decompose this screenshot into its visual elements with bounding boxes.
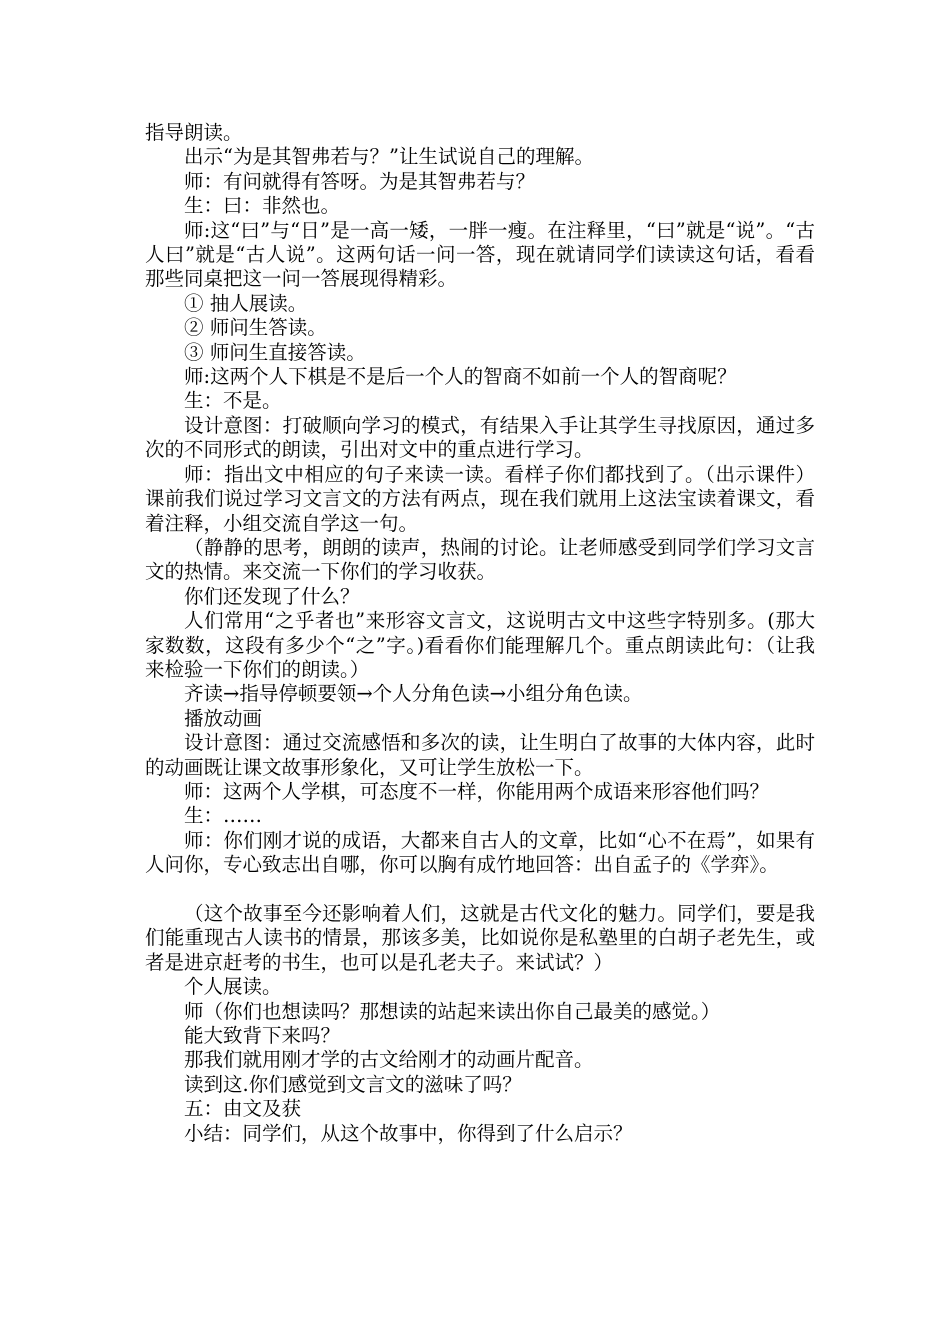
paragraph: 师:这两个人下棋是不是后一个人的智商不如前一个人的智商呢？ — [184, 365, 737, 389]
paragraph: 师：你们刚才说的成语，大都来自古人的文章，比如“心不在焉”，如果有人问你，专心致志出自哪，你可以胸有成竹地回答：出自孟子的《学弈》。 — [145, 828, 815, 877]
paragraph: 生：不是。 — [184, 389, 282, 413]
paragraph: 指导朗读。 — [145, 121, 243, 144]
paragraph: ① 抽人展读。 — [184, 291, 308, 315]
paragraph: 小结：同学们，从这个故事中，你得到了什么启示？ — [184, 1121, 633, 1145]
paragraph: 那我们就用刚才学的古文给刚才的动画片配音。 — [184, 1048, 594, 1072]
paragraph: 师（你们也想读吗？那想读的站起来读出你自己最美的感觉。） — [184, 999, 721, 1023]
paragraph: （这个故事至今还影响着人们，这就是古代文化的魅力。同学们，要是我们能重现古人读书的情景，那该多美，比如说你是私塾里的白胡子老先生，或者是进京赶考的书生，也可以是孔老夫子。来试试？） — [145, 901, 815, 974]
paragraph: 齐读→指导停顿要领→个人分角色读→小组分角色读。 — [184, 682, 643, 706]
paragraph: 人们常用“之乎者也”来形容文言文，这说明古文中这些字特别多。(那大家数数，这段有多少个“之”字。)看看你们能理解几个。重点朗读此句：（让我来检验一下你们的朗读。） — [145, 609, 815, 681]
paragraph: 读到这.你们感觉到文言文的滋味了吗？ — [184, 1072, 522, 1096]
paragraph: 出示“为是其智弗若与？”让生试说自己的理解。 — [184, 145, 594, 169]
paragraph: 师:这“曰”与“日”是一高一矮，一胖一瘦。在注释里，“曰”就是“说”。“古人曰”就是“古人说”。这两句话一问一答，现在就请同学们读读这句话，看看那些同桌把这一问一答展现得精彩。 — [145, 218, 815, 291]
paragraph: ② 师问生答读。 — [184, 316, 327, 340]
paragraph: 设计意图：打破顺向学习的模式，有结果入手让其学生寻找原因，通过多次的不同形式的朗读，引出对文中的重点进行学习。 — [145, 413, 815, 462]
paragraph: 生：曰：非然也。 — [184, 194, 341, 218]
paragraph: 你们还发现了什么？ — [184, 584, 360, 608]
paragraph: 播放动画 — [184, 706, 263, 730]
paragraph: 师：指出文中相应的句子来读一读。看样子你们都找到了。（出示课件）课前我们说过学习文言文的方法有两点，现在我们就用上这法宝读着课文，看着注释，小组交流自学这一句。 — [145, 462, 815, 535]
paragraph: （静静的思考，朗朗的读声，热闹的讨论。让老师感受到同学们学习文言文的热情。来交流一下你们的学习收获。 — [145, 535, 815, 584]
paragraph: 能大致背下来吗？ — [184, 1024, 341, 1048]
paragraph: 师：这两个人学棋，可态度不一样，你能用两个成语来形容他们吗？ — [184, 779, 770, 803]
paragraph: 个人展读。 — [184, 975, 282, 999]
paragraph: 五：由文及获 — [184, 1097, 302, 1121]
blank-line — [145, 878, 815, 902]
paragraph: 生：…… — [184, 804, 263, 828]
paragraph: ③ 师问生直接答读。 — [184, 340, 366, 364]
document-page — [145, 121, 815, 1146]
paragraph: 师：有问就得有答呀。为是其智弗若与？ — [184, 169, 536, 193]
paragraph: 设计意图：通过交流感悟和多次的读，让生明白了故事的大体内容，此时的动画既让课文故事形象化，又可让学生放松一下。 — [145, 731, 815, 779]
